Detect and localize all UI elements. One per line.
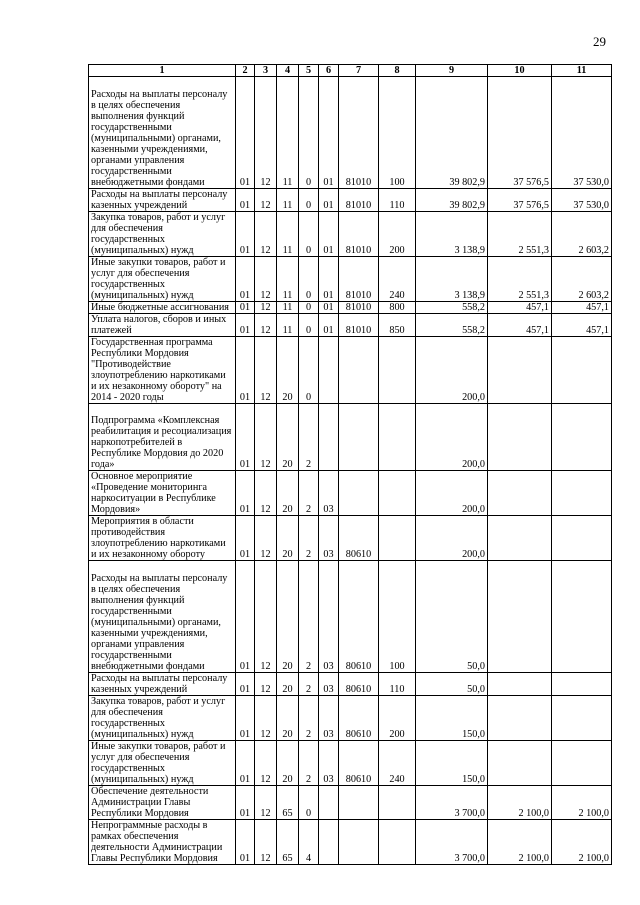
code-cell: 01 [236, 257, 255, 302]
code-cell: 12 [255, 696, 277, 741]
code-cell: 01 [236, 471, 255, 516]
row-name-cell: Закупка товаров, работ и услуг для обеспечения государственных (муниципальных) нужд [89, 696, 236, 741]
code-cell: 4 [299, 820, 319, 865]
amount-cell: 3 138,9 [416, 257, 488, 302]
code-cell: 12 [255, 314, 277, 337]
header-cell: 11 [552, 65, 612, 77]
row-name-cell: Обеспечение деятельности Администрации Главы Республики Мордовия [89, 786, 236, 820]
code-cell: 200 [379, 696, 416, 741]
code-cell: 12 [255, 516, 277, 561]
amount-cell [488, 516, 552, 561]
code-cell: 11 [277, 314, 299, 337]
code-cell: 850 [379, 314, 416, 337]
table-row [89, 257, 612, 302]
code-cell: 80610 [339, 741, 379, 786]
table-row [89, 404, 612, 471]
row-name-cell: Мероприятия в области противодействия злоупотреблению наркотиками и их незаконному обороту [89, 516, 236, 561]
code-cell: 80610 [339, 673, 379, 696]
code-cell [319, 820, 339, 865]
amount-cell: 457,1 [488, 314, 552, 337]
amount-cell [552, 471, 612, 516]
amount-cell [488, 471, 552, 516]
code-cell: 01 [236, 741, 255, 786]
amount-cell: 457,1 [488, 302, 552, 314]
code-cell: 01 [319, 257, 339, 302]
code-cell [379, 471, 416, 516]
amount-cell: 37 576,5 [488, 77, 552, 189]
code-cell: 01 [236, 561, 255, 673]
amount-cell: 3 138,9 [416, 212, 488, 257]
amount-cell: 2 100,0 [552, 820, 612, 865]
code-cell: 0 [299, 786, 319, 820]
code-cell: 12 [255, 212, 277, 257]
code-cell: 01 [236, 696, 255, 741]
row-name-cell: Государственная программа Республики Мордовия "Противодействие злоупотреблению наркотиками и их незаконному обороту" на 2014 - 2020 годы [89, 337, 236, 404]
table-row [89, 786, 612, 820]
amount-cell [552, 561, 612, 673]
code-cell: 0 [299, 189, 319, 212]
code-cell: 11 [277, 302, 299, 314]
code-cell: 11 [277, 77, 299, 189]
code-cell [379, 516, 416, 561]
code-cell: 800 [379, 302, 416, 314]
header-cell: 4 [277, 65, 299, 77]
amount-cell: 2 551,3 [488, 257, 552, 302]
code-cell [339, 337, 379, 404]
code-cell: 12 [255, 189, 277, 212]
code-cell: 03 [319, 696, 339, 741]
header-cell: 2 [236, 65, 255, 77]
code-cell: 100 [379, 561, 416, 673]
amount-cell: 3 700,0 [416, 786, 488, 820]
code-cell: 81010 [339, 77, 379, 189]
code-cell: 100 [379, 77, 416, 189]
code-cell: 0 [299, 314, 319, 337]
amount-cell: 200,0 [416, 404, 488, 471]
header-cell: 7 [339, 65, 379, 77]
code-cell: 110 [379, 189, 416, 212]
code-cell: 01 [236, 77, 255, 189]
table-row [89, 302, 612, 314]
code-cell: 01 [236, 404, 255, 471]
table-row [89, 820, 612, 865]
code-cell: 03 [319, 516, 339, 561]
code-cell: 240 [379, 741, 416, 786]
header-cell: 1 [89, 65, 236, 77]
row-name-cell: Расходы на выплаты персоналу в целях обеспечения выполнения функций государственными (муниципальными) органами, казенными учреждениями, органами управления государственными внебюджетными фондами [89, 561, 236, 673]
table-row [89, 741, 612, 786]
amount-cell: 39 802,9 [416, 189, 488, 212]
code-cell [379, 786, 416, 820]
table-row [89, 471, 612, 516]
code-cell [319, 337, 339, 404]
code-cell: 12 [255, 404, 277, 471]
code-cell: 12 [255, 786, 277, 820]
code-cell: 01 [236, 786, 255, 820]
code-cell: 01 [319, 77, 339, 189]
code-cell: 11 [277, 257, 299, 302]
amount-cell [488, 696, 552, 741]
code-cell: 81010 [339, 212, 379, 257]
code-cell: 01 [319, 189, 339, 212]
header-cell: 10 [488, 65, 552, 77]
amount-cell [488, 404, 552, 471]
code-cell [339, 471, 379, 516]
code-cell: 0 [299, 212, 319, 257]
code-cell [339, 404, 379, 471]
code-cell: 20 [277, 471, 299, 516]
code-cell: 12 [255, 820, 277, 865]
row-name-cell: Иные закупки товаров, работ и услуг для обеспечения государственных (муниципальных) нужд [89, 741, 236, 786]
code-cell [379, 404, 416, 471]
header-cell: 3 [255, 65, 277, 77]
amount-cell: 50,0 [416, 561, 488, 673]
code-cell: 2 [299, 471, 319, 516]
amount-cell: 200,0 [416, 337, 488, 404]
row-name-cell: Непрограммные расходы в рамках обеспечения деятельности Администрации Главы Республики Мордовия [89, 820, 236, 865]
amount-cell: 457,1 [552, 314, 612, 337]
code-cell: 2 [299, 673, 319, 696]
code-cell: 2 [299, 696, 319, 741]
code-cell: 110 [379, 673, 416, 696]
code-cell: 01 [236, 673, 255, 696]
amount-cell [552, 516, 612, 561]
code-cell: 01 [236, 302, 255, 314]
code-cell: 01 [236, 314, 255, 337]
code-cell: 0 [299, 302, 319, 314]
code-cell: 2 [299, 404, 319, 471]
code-cell: 20 [277, 516, 299, 561]
code-cell: 03 [319, 471, 339, 516]
table-row [89, 673, 612, 696]
amount-cell [488, 741, 552, 786]
code-cell [379, 820, 416, 865]
amount-cell: 150,0 [416, 696, 488, 741]
amount-cell [552, 337, 612, 404]
amount-cell [552, 696, 612, 741]
table-row [89, 337, 612, 404]
code-cell: 12 [255, 561, 277, 673]
code-cell: 20 [277, 673, 299, 696]
code-cell: 01 [319, 212, 339, 257]
amount-cell: 558,2 [416, 302, 488, 314]
code-cell: 20 [277, 741, 299, 786]
row-name-cell: Иные бюджетные ассигнования [89, 302, 236, 314]
code-cell [319, 404, 339, 471]
code-cell: 20 [277, 404, 299, 471]
row-name-cell: Расходы на выплаты персоналу казенных учреждений [89, 673, 236, 696]
code-cell: 12 [255, 471, 277, 516]
amount-cell: 37 530,0 [552, 77, 612, 189]
code-cell [339, 786, 379, 820]
code-cell: 12 [255, 302, 277, 314]
table-header-row [89, 65, 612, 77]
code-cell: 65 [277, 820, 299, 865]
amount-cell [488, 673, 552, 696]
amount-cell: 150,0 [416, 741, 488, 786]
code-cell [379, 337, 416, 404]
amount-cell: 200,0 [416, 471, 488, 516]
header-cell: 9 [416, 65, 488, 77]
amount-cell: 2 100,0 [552, 786, 612, 820]
row-name-cell: Закупка товаров, работ и услуг для обеспечения государственных (муниципальных) нужд [89, 212, 236, 257]
header-cell: 8 [379, 65, 416, 77]
header-cell: 6 [319, 65, 339, 77]
code-cell: 12 [255, 77, 277, 189]
code-cell [339, 820, 379, 865]
code-cell: 03 [319, 741, 339, 786]
code-cell: 2 [299, 516, 319, 561]
amount-cell: 2 100,0 [488, 820, 552, 865]
page-number: 29 [593, 34, 606, 49]
amount-cell: 200,0 [416, 516, 488, 561]
amount-cell: 2 551,3 [488, 212, 552, 257]
code-cell: 01 [236, 212, 255, 257]
code-cell: 2 [299, 561, 319, 673]
code-cell: 65 [277, 786, 299, 820]
amount-cell: 2 603,2 [552, 257, 612, 302]
table-row [89, 314, 612, 337]
code-cell: 01 [236, 516, 255, 561]
code-cell: 2 [299, 741, 319, 786]
code-cell: 12 [255, 257, 277, 302]
code-cell: 80610 [339, 561, 379, 673]
row-name-cell: Расходы на выплаты персоналу в целях обеспечения выполнения функций государственными (муниципальными) органами, казенными учреждениями, органами управления государственными внебюджетными фондами [89, 77, 236, 189]
code-cell: 81010 [339, 302, 379, 314]
amount-cell [488, 561, 552, 673]
amount-cell [552, 741, 612, 786]
code-cell: 01 [319, 302, 339, 314]
code-cell: 01 [319, 314, 339, 337]
code-cell: 80610 [339, 696, 379, 741]
budget-table [88, 64, 612, 865]
code-cell: 20 [277, 337, 299, 404]
code-cell: 03 [319, 673, 339, 696]
amount-cell [552, 404, 612, 471]
row-name-cell: Иные закупки товаров, работ и услуг для обеспечения государственных (муниципальных) нужд [89, 257, 236, 302]
code-cell: 80610 [339, 516, 379, 561]
code-cell: 11 [277, 189, 299, 212]
code-cell: 01 [236, 820, 255, 865]
code-cell: 0 [299, 257, 319, 302]
table-row [89, 189, 612, 212]
code-cell: 12 [255, 741, 277, 786]
code-cell: 81010 [339, 257, 379, 302]
amount-cell [488, 337, 552, 404]
table-row [89, 77, 612, 189]
code-cell: 0 [299, 337, 319, 404]
amount-cell: 2 603,2 [552, 212, 612, 257]
code-cell: 03 [319, 561, 339, 673]
amount-cell: 37 530,0 [552, 189, 612, 212]
code-cell: 20 [277, 561, 299, 673]
amount-cell: 37 576,5 [488, 189, 552, 212]
code-cell: 81010 [339, 314, 379, 337]
amount-cell: 558,2 [416, 314, 488, 337]
code-cell [319, 786, 339, 820]
amount-cell: 50,0 [416, 673, 488, 696]
amount-cell [552, 673, 612, 696]
table-row [89, 516, 612, 561]
amount-cell: 39 802,9 [416, 77, 488, 189]
code-cell: 12 [255, 673, 277, 696]
code-cell: 20 [277, 696, 299, 741]
amount-cell: 457,1 [552, 302, 612, 314]
row-name-cell: Подпрограмма «Комплексная реабилитация и ресоциализация наркопотребителей в Республике Мордовия до 2020 года» [89, 404, 236, 471]
code-cell: 01 [236, 189, 255, 212]
table-row [89, 561, 612, 673]
row-name-cell: Основное мероприятие «Проведение мониторинга наркоситуации в Республике Мордовия» [89, 471, 236, 516]
code-cell: 11 [277, 212, 299, 257]
code-cell: 81010 [339, 189, 379, 212]
code-cell: 200 [379, 212, 416, 257]
amount-cell: 3 700,0 [416, 820, 488, 865]
row-name-cell: Уплата налогов, сборов и иных платежей [89, 314, 236, 337]
table-row [89, 696, 612, 741]
row-name-cell: Расходы на выплаты персоналу казенных учреждений [89, 189, 236, 212]
amount-cell: 2 100,0 [488, 786, 552, 820]
code-cell: 01 [236, 337, 255, 404]
code-cell: 12 [255, 337, 277, 404]
table-row [89, 212, 612, 257]
code-cell: 0 [299, 77, 319, 189]
code-cell: 240 [379, 257, 416, 302]
header-cell: 5 [299, 65, 319, 77]
